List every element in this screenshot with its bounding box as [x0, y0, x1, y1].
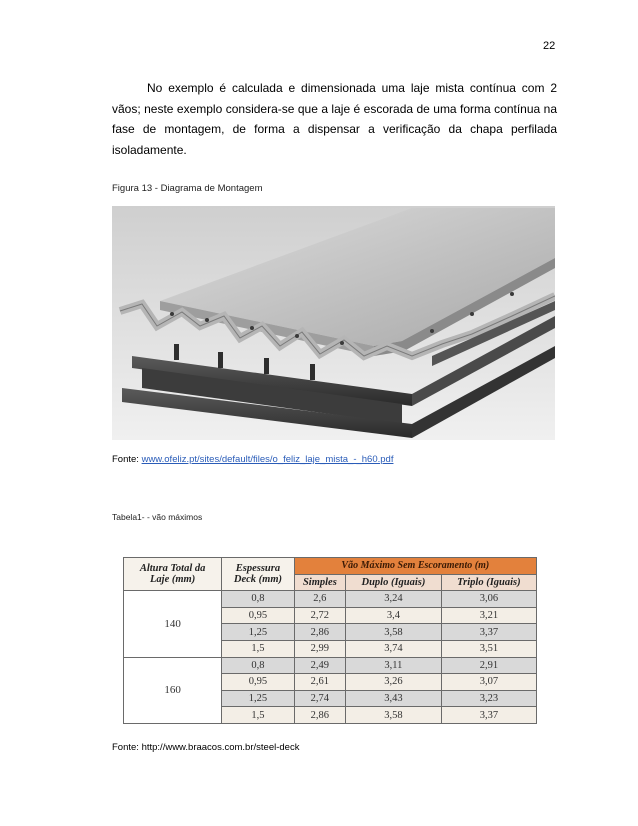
body-paragraph-text: No exemplo é calculada e dimensionada uma laje mista contínua com 2 vãos; neste exemplo considera-se que a laje é escorada de uma forma contínua na fase de montagem, de forma a dispensar a verificação da chapa perfilada isoladamente. [112, 81, 557, 157]
cell-simples: 2,61 [294, 674, 345, 691]
cell-simples: 2,99 [294, 640, 345, 657]
header-altura: Altura Total da Laje (mm) [124, 558, 222, 591]
figure-source [112, 454, 393, 465]
cell-triplo: 3,23 [441, 690, 536, 707]
cell-simples: 2,72 [294, 607, 345, 624]
cell-triplo: 3,06 [441, 591, 536, 608]
cell-simples: 2,6 [294, 591, 345, 608]
cell-simples: 2,86 [294, 707, 345, 724]
cell-triplo: 3,07 [441, 674, 536, 691]
cell-duplo: 3,24 [346, 591, 442, 608]
header-espessura: Espessura Deck (mm) [222, 558, 294, 591]
body-paragraph [112, 78, 557, 160]
cell-deck: 0,95 [222, 607, 294, 624]
group-altura: 140 [124, 591, 222, 657]
cell-duplo: 3,58 [346, 707, 442, 724]
table-row [124, 591, 537, 608]
cell-duplo: 3,43 [346, 690, 442, 707]
cell-duplo: 3,4 [346, 607, 442, 624]
cell-deck: 1,25 [222, 624, 294, 641]
cell-triplo: 2,91 [441, 657, 536, 674]
cell-duplo: 3,11 [346, 657, 442, 674]
header-triplo: Triplo (Iguais) [441, 574, 536, 591]
page-number: 22 [543, 40, 556, 52]
cell-deck: 0,95 [222, 674, 294, 691]
group-altura: 160 [124, 657, 222, 723]
header-duplo: Duplo (Iguais) [346, 574, 442, 591]
table-row [124, 657, 537, 674]
cell-triplo: 3,21 [441, 607, 536, 624]
figure-source-link[interactable]: www.ofeliz.pt/sites/default/files/o_feliz_laje_mista_-_h60.pdf [141, 454, 394, 465]
cell-duplo: 3,74 [346, 640, 442, 657]
cell-deck: 1,25 [222, 690, 294, 707]
cell-deck: 1,5 [222, 707, 294, 724]
figure-source-label: Fonte: [112, 454, 139, 465]
cell-simples: 2,49 [294, 657, 345, 674]
table-source: Fonte: http://www.braacos.com.br/steel-deck [112, 742, 300, 753]
cell-duplo: 3,26 [346, 674, 442, 691]
cell-triplo: 3,51 [441, 640, 536, 657]
steel-deck-montage-figure [112, 206, 555, 440]
cell-triplo: 3,37 [441, 707, 536, 724]
span-table-image [123, 557, 537, 724]
cell-deck: 0,8 [222, 591, 294, 608]
header-vao: Vão Máximo Sem Escoramento (m) [294, 558, 536, 575]
cell-deck: 1,5 [222, 640, 294, 657]
cell-duplo: 3,58 [346, 624, 442, 641]
span-table [123, 557, 537, 724]
header-simples: Simples [294, 574, 345, 591]
cell-simples: 2,86 [294, 624, 345, 641]
cell-triplo: 3,37 [441, 624, 536, 641]
table-caption: Tabela1- - vão máximos [112, 512, 203, 522]
cell-deck: 0,8 [222, 657, 294, 674]
cell-simples: 2,74 [294, 690, 345, 707]
figure-caption: Figura 13 - Diagrama de Montagem [112, 183, 263, 194]
